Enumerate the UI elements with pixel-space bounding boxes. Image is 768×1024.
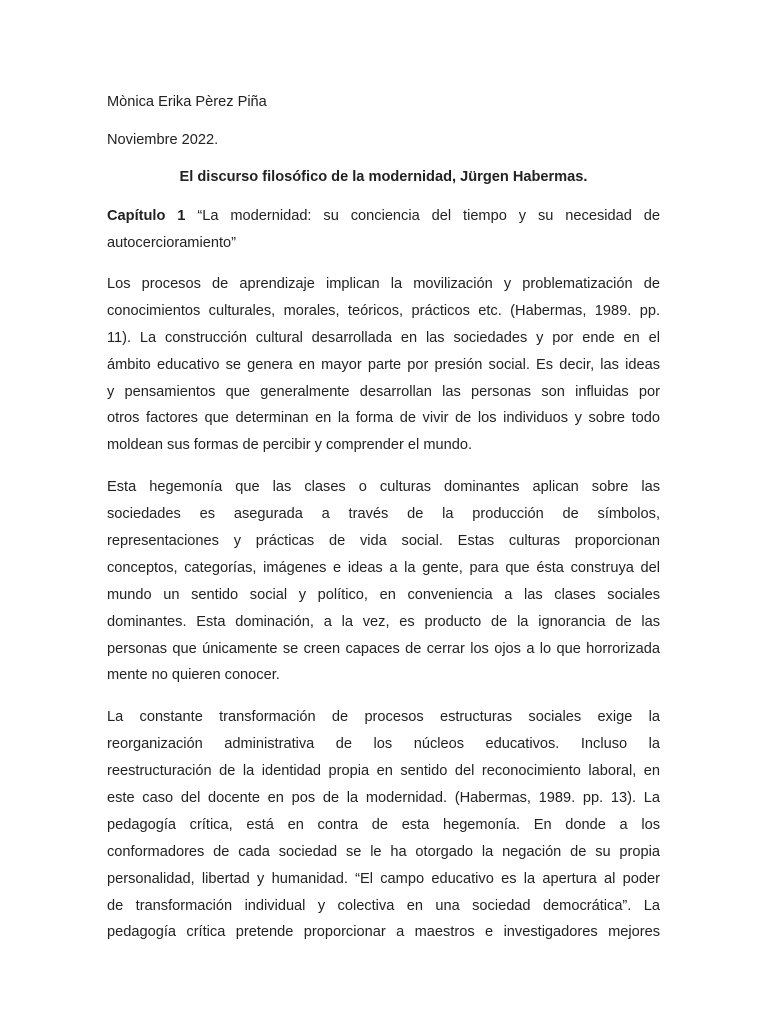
paragraph-line: moldean sus formas de percibir y comprender el mundo. (107, 437, 473, 454)
paragraph-line: Esta hegemonía que las clases o culturas dominantes aplican sobre las (107, 479, 660, 496)
paragraph-line: Los procesos de aprendizaje implican la movilización y problematización de (107, 276, 660, 292)
chapter-heading-line (107, 203, 660, 230)
paragraph-line: mundo un sentido social y político, en conveniencia a las clases sociales (107, 586, 660, 603)
paragraph-line: conceptos, categorías, imágenes e ideas a la gente, para que ésta construya del (107, 559, 660, 576)
chapter-title-part2: autocercioramiento” (107, 234, 236, 251)
paragraph-line: La constante transformación de procesos estructuras sociales exige la (107, 709, 660, 726)
paragraph-line: sociedades es asegurada a través de la producción de símbolos, (107, 506, 660, 523)
chapter-heading (107, 203, 660, 256)
document-date: Noviembre 2022. (107, 132, 219, 148)
paragraph-line: pedagogía crítica, está en contra de esta hegemonía. En donde a los (107, 816, 660, 833)
paragraph-line: otros factores que determinan en la forma de vivir de los individuos y sobre todo (107, 410, 660, 427)
paragraph-line: reestructuración de la identidad propia en sentido del reconocimiento laboral, en (107, 763, 660, 780)
paragraph-line: representaciones y prácticas de vida social. Estas culturas proporcionan (107, 533, 660, 550)
body-text (107, 271, 660, 946)
paragraph-line: pedagogía crítica pretende proporcionar a maestros e investigadores mejores (107, 924, 660, 941)
paragraph-line: y pensamientos que generalmente desarrollan las personas son influidas por (107, 383, 660, 400)
paragraph-line: conocimientos culturales, morales, teóricos, prácticos etc. (Habermas, 1989. pp. (107, 302, 660, 319)
paragraph-line: de transformación individual y colectiva en una sociedad democrática”. La (107, 897, 660, 914)
paragraph-line: este caso del docente en pos de la modernidad. (Habermas, 1989. pp. 13). La (107, 790, 660, 807)
paragraph-line: 11). La construcción cultural desarrollada en las sociedades y por ende en el (107, 329, 660, 346)
paragraph (107, 271, 660, 459)
paragraph-line: mente no quieren conocer. (107, 667, 280, 684)
chapter-label: Capítulo 1 (107, 208, 186, 224)
paragraph-line: conformadores de cada sociedad se le ha otorgado la negación de su propia (107, 843, 660, 860)
document-title: El discurso filosófico de la modernidad, Jürgen Habermas. (179, 169, 588, 185)
paragraph (107, 704, 660, 946)
chapter-title-part1: “La modernidad: su conciencia del tiempo y su necesidad de (185, 208, 660, 224)
author-name: Mònica Erika Pèrez Piña (107, 94, 267, 110)
paragraph-line: dominantes. Esta dominación, a la vez, es producto de la ignorancia de las (107, 613, 660, 630)
paragraph-line: personas que únicamente se creen capaces de cerrar los ojos a lo que horrorizada (107, 640, 660, 657)
paragraph (107, 474, 660, 689)
paragraph-line: personalidad, libertad y humanidad. “El campo educativo es la apertura al poder (107, 870, 660, 887)
paragraph-line: reorganización administrativa de los núcleos educativos. Incluso la (107, 736, 660, 753)
paragraph-line: ámbito educativo se genera en mayor parte por presión social. Es decir, las ideas (107, 356, 660, 373)
